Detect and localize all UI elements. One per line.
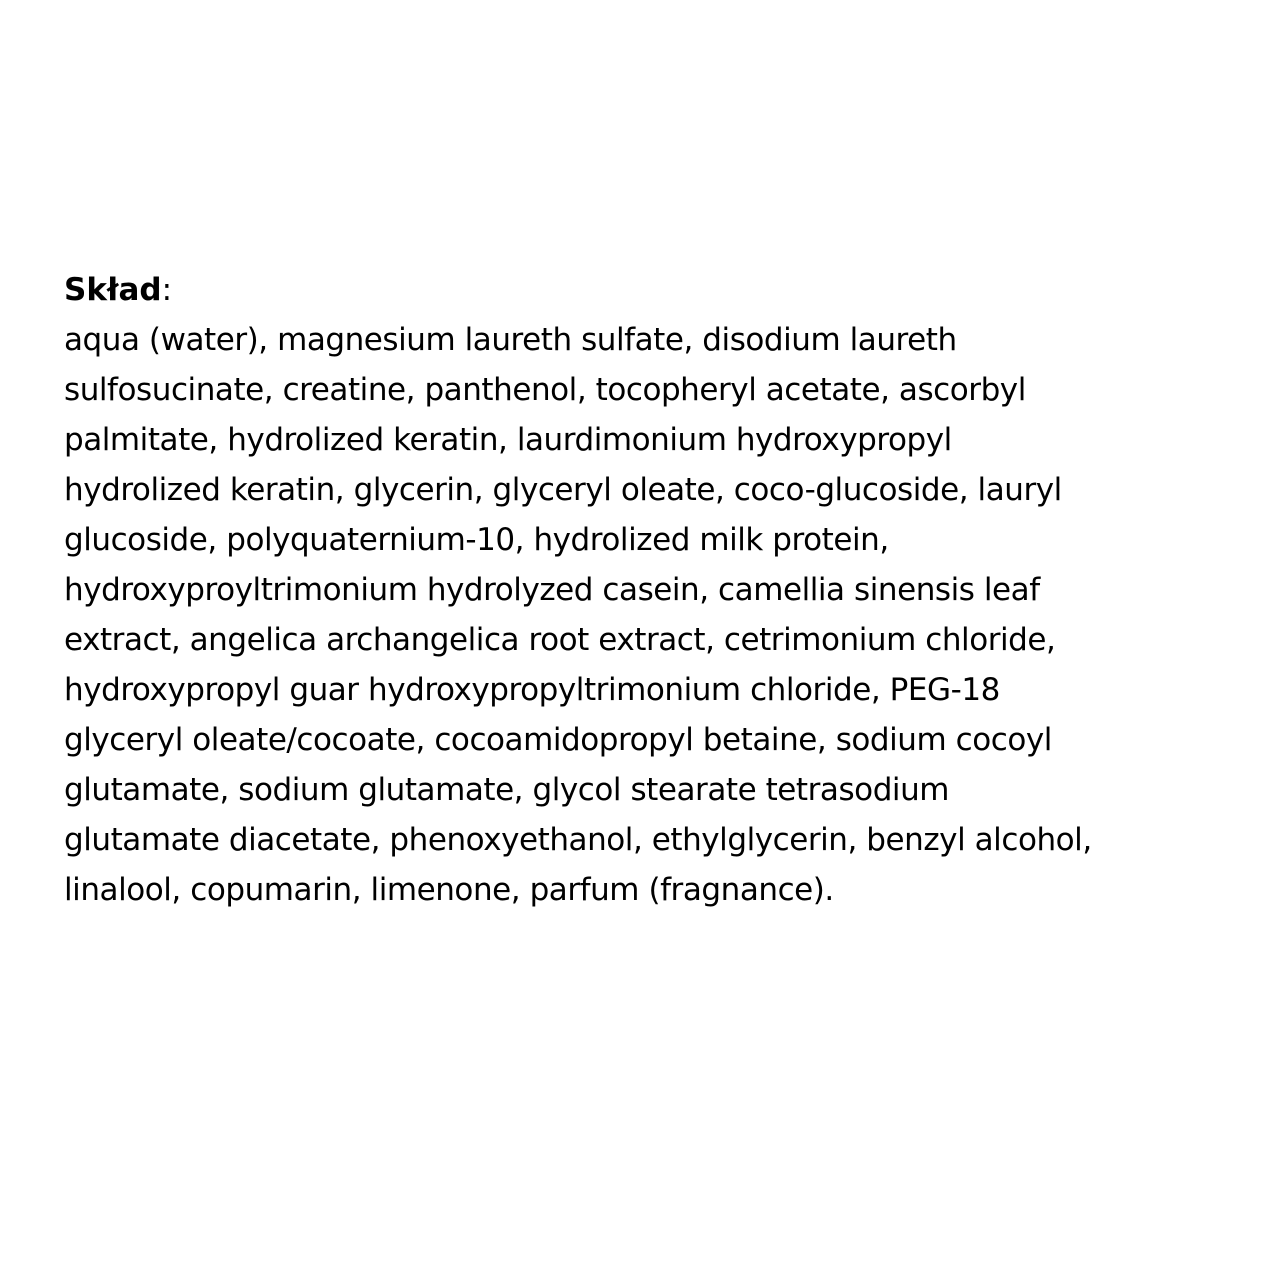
ingredients-line: hydroxypropyl guar hydroxypropyltrimonium chloride, PEG-18 xyxy=(64,672,1000,708)
ingredients-line: glutamate diacetate, phenoxyethanol, ethylglycerin, benzyl alcohol, xyxy=(64,822,1092,858)
heading-label: Skład xyxy=(64,272,162,308)
ingredients-line: sulfosucinate, creatine, panthenol, tocopheryl acetate, ascorbyl xyxy=(64,372,1026,408)
ingredients-line: palmitate, hydrolized keratin, laurdimonium hydroxypropyl xyxy=(64,422,952,458)
ingredients-line: glutamate, sodium glutamate, glycol stearate tetrasodium xyxy=(64,772,950,808)
ingredients-section xyxy=(64,265,1244,915)
ingredients-line: glucoside, polyquaternium-10, hydrolized milk protein, xyxy=(64,522,889,558)
ingredients-line: aqua (water), magnesium laureth sulfate, disodium laureth xyxy=(64,322,957,358)
ingredients-line: hydrolized keratin, glycerin, glyceryl oleate, coco-glucoside, lauryl xyxy=(64,472,1062,508)
section-heading xyxy=(64,265,1244,315)
ingredients-line: hydroxyproyltrimonium hydrolyzed casein, camellia sinensis leaf xyxy=(64,572,1040,608)
ingredients-line: linalool, copumarin, limenone, parfum (fragnance). xyxy=(64,872,834,908)
heading-colon: : xyxy=(161,272,173,308)
ingredients-line: extract, angelica archangelica root extract, cetrimonium chloride, xyxy=(64,622,1056,658)
ingredients-line: glyceryl oleate/cocoate, cocoamidopropyl betaine, sodium cocoyl xyxy=(64,722,1052,758)
